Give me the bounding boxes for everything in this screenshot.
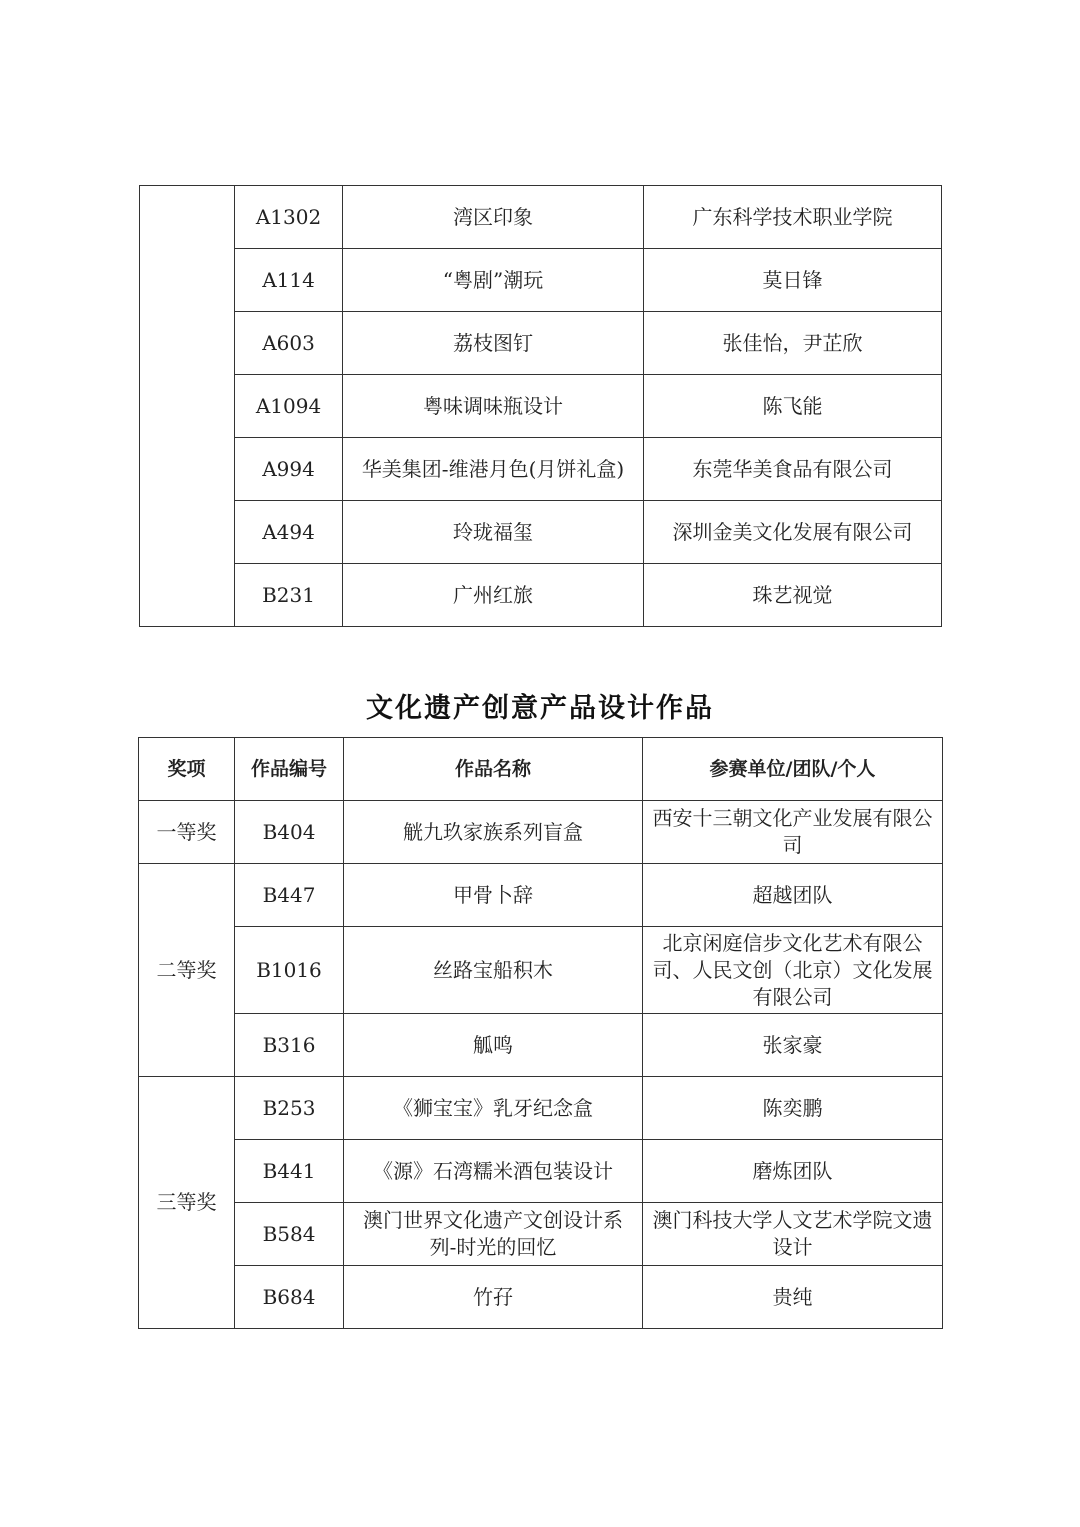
entrant: 澳门科技大学人文艺术学院文遗设计: [643, 1203, 943, 1266]
entrant: 莫日锋: [644, 249, 942, 312]
award-third: 三等奖: [139, 1077, 235, 1329]
work-code: B316: [235, 1014, 344, 1077]
work-title: 湾区印象: [343, 186, 644, 249]
entrant: 陈奕鹏: [643, 1077, 943, 1140]
work-title: 华美集团-维港月色(月饼礼盒): [343, 438, 644, 501]
section-title: 文化遗产创意产品设计作品: [366, 693, 714, 724]
award-first: 一等奖: [139, 801, 235, 864]
work-title: 《源》石湾糯米酒包装设计: [344, 1140, 643, 1203]
work-code: A494: [235, 501, 343, 564]
entrant: 西安十三朝文化产业发展有限公司: [643, 801, 943, 864]
table-row: [139, 1266, 943, 1329]
work-code: B253: [235, 1077, 344, 1140]
work-code: A994: [235, 438, 343, 501]
work-title: 丝路宝船积木: [344, 927, 643, 1014]
table-row: [140, 501, 942, 564]
table-row: [139, 1140, 943, 1203]
entrant: 东莞华美食品有限公司: [644, 438, 942, 501]
work-code: A114: [235, 249, 343, 312]
entrant: 陈飞能: [644, 375, 942, 438]
table-row: [140, 438, 942, 501]
work-title: “粤剧”潮玩: [343, 249, 644, 312]
table-row: [140, 312, 942, 375]
work-title: 甲骨卜辞: [344, 864, 643, 927]
entrant: 超越团队: [643, 864, 943, 927]
work-title: 竹孖: [344, 1266, 643, 1329]
entrant: 张家豪: [643, 1014, 943, 1077]
work-code: B684: [235, 1266, 344, 1329]
work-code: B441: [235, 1140, 344, 1203]
work-code: A603: [235, 312, 343, 375]
heritage-awards-table: [138, 737, 943, 1329]
entrant: 北京闲庭信步文化艺术有限公司、人民文创（北京）文化发展有限公司: [643, 927, 943, 1014]
awards-table-continued: [139, 185, 942, 627]
work-title: 粤味调味瓶设计: [343, 375, 644, 438]
header-name: 作品名称: [344, 738, 643, 801]
table-row: [139, 1203, 943, 1266]
work-code: B584: [235, 1203, 344, 1266]
table-row: [139, 864, 943, 927]
work-code: B231: [235, 564, 343, 627]
header-code: 作品编号: [235, 738, 344, 801]
work-title: 《狮宝宝》乳牙纪念盒: [344, 1077, 643, 1140]
work-code: B404: [235, 801, 344, 864]
work-code: A1302: [235, 186, 343, 249]
table-row: [139, 1077, 943, 1140]
work-title: 觥九玖家族系列盲盒: [344, 801, 643, 864]
entrant: 广东科学技术职业学院: [644, 186, 942, 249]
award-second: 二等奖: [139, 864, 235, 1077]
work-code: A1094: [235, 375, 343, 438]
table-row: [140, 186, 942, 249]
table-row: [139, 927, 943, 1014]
table-row: [139, 1014, 943, 1077]
work-title: 玲珑福玺: [343, 501, 644, 564]
work-title: 广州红旅: [343, 564, 644, 627]
header-entrant: 参赛单位/团队/个人: [643, 738, 943, 801]
entrant: 珠艺视觉: [644, 564, 942, 627]
work-title: 觚鸣: [344, 1014, 643, 1077]
work-title: 荔枝图钉: [343, 312, 644, 375]
header-award: 奖项: [139, 738, 235, 801]
table-row: [140, 249, 942, 312]
table-row: [140, 564, 942, 627]
entrant: 张佳怡，尹芷欣: [644, 312, 942, 375]
table-row: [139, 801, 943, 864]
entrant: 磨炼团队: [643, 1140, 943, 1203]
award-cell-empty: [140, 186, 235, 627]
table-header-row: [139, 738, 943, 801]
work-title: 澳门世界文化遗产文创设计系列-时光的回忆: [344, 1203, 643, 1266]
entrant: 深圳金美文化发展有限公司: [644, 501, 942, 564]
entrant: 贵纯: [643, 1266, 943, 1329]
work-code: B447: [235, 864, 344, 927]
work-code: B1016: [235, 927, 344, 1014]
table-row: [140, 375, 942, 438]
